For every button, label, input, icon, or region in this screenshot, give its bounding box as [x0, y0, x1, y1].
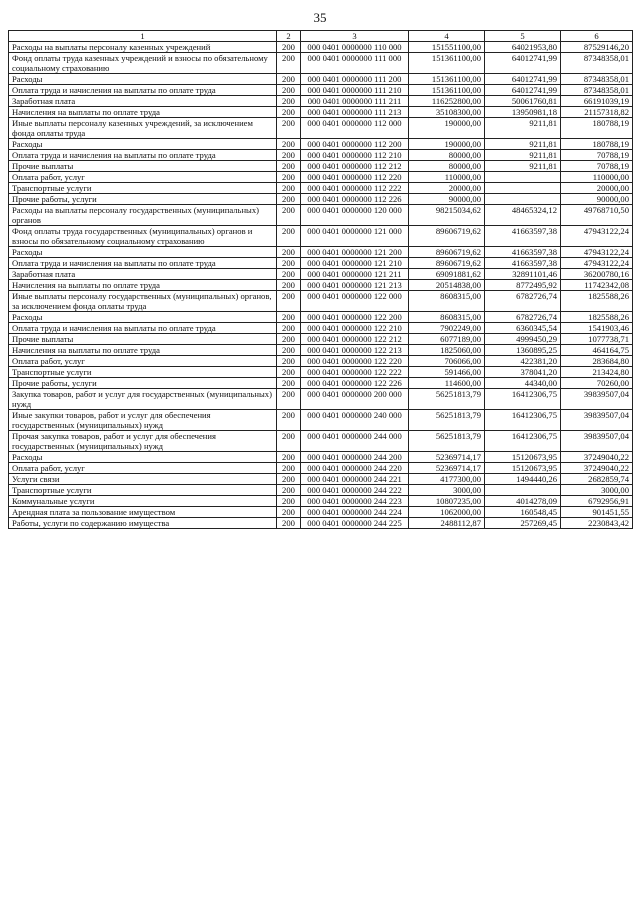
- budget-code-cell: 000 0401 0000000 120 000: [301, 205, 409, 226]
- executed-amount-cell: 1494440,26: [485, 474, 561, 485]
- remaining-amount-cell: 47943122,24: [561, 258, 633, 269]
- table-row: [9, 280, 633, 291]
- row-name-cell: Фонд оплаты труда государственных (муниципальных) органов и взносы по обязательному социальному страхованию: [9, 226, 277, 247]
- budget-code-cell: 000 0401 0000000 121 213: [301, 280, 409, 291]
- budget-code-cell: 000 0401 0000000 122 212: [301, 334, 409, 345]
- row-name-cell: Прочие работы, услуги: [9, 194, 277, 205]
- budget-code-cell: 000 0401 0000000 244 222: [301, 485, 409, 496]
- row-name-cell: Начисления на выплаты по оплате труда: [9, 107, 277, 118]
- budget-code-cell: 000 0401 0000000 244 223: [301, 496, 409, 507]
- approved-amount-cell: 591466,00: [409, 367, 485, 378]
- table-row: [9, 452, 633, 463]
- row-name-cell: Расходы: [9, 139, 277, 150]
- executed-amount-cell: 6360345,54: [485, 323, 561, 334]
- remaining-amount-cell: 70788,19: [561, 150, 633, 161]
- row-name-cell: Расходы: [9, 312, 277, 323]
- executed-amount-cell: 41663597,38: [485, 226, 561, 247]
- budget-code-cell: 000 0401 0000000 111 200: [301, 74, 409, 85]
- approved-amount-cell: 52369714,17: [409, 463, 485, 474]
- header-cell: 2: [277, 31, 301, 42]
- executed-amount-cell: [485, 172, 561, 183]
- row-name-cell: Коммунальные услуги: [9, 496, 277, 507]
- remaining-amount-cell: 49768710,50: [561, 205, 633, 226]
- table-row: [9, 431, 633, 452]
- table-row: [9, 107, 633, 118]
- budget-code-cell: 000 0401 0000000 121 200: [301, 247, 409, 258]
- table-row: [9, 291, 633, 312]
- budget-table-wrapper: [8, 30, 632, 529]
- line-code-cell: 200: [277, 389, 301, 410]
- line-code-cell: 200: [277, 452, 301, 463]
- executed-amount-cell: 6782726,74: [485, 312, 561, 323]
- budget-code-cell: 000 0401 0000000 111 000: [301, 53, 409, 74]
- budget-code-cell: 000 0401 0000000 244 200: [301, 452, 409, 463]
- budget-code-cell: 000 0401 0000000 121 210: [301, 258, 409, 269]
- line-code-cell: 200: [277, 518, 301, 529]
- executed-amount-cell: 9211,81: [485, 118, 561, 139]
- row-name-cell: Оплата труда и начисления на выплаты по оплате труда: [9, 323, 277, 334]
- approved-amount-cell: 151361100,00: [409, 74, 485, 85]
- remaining-amount-cell: 464164,75: [561, 345, 633, 356]
- budget-code-cell: 000 0401 0000000 244 224: [301, 507, 409, 518]
- row-name-cell: Услуги связи: [9, 474, 277, 485]
- table-row: [9, 194, 633, 205]
- remaining-amount-cell: 87348358,01: [561, 85, 633, 96]
- line-code-cell: 200: [277, 496, 301, 507]
- header-cell: 1: [9, 31, 277, 42]
- table-row: [9, 74, 633, 85]
- remaining-amount-cell: 1825588,26: [561, 291, 633, 312]
- executed-amount-cell: 64012741,99: [485, 85, 561, 96]
- remaining-amount-cell: 2682859,74: [561, 474, 633, 485]
- budget-code-cell: 000 0401 0000000 122 210: [301, 323, 409, 334]
- executed-amount-cell: 32891101,46: [485, 269, 561, 280]
- table-row: [9, 139, 633, 150]
- budget-code-cell: 000 0401 0000000 122 222: [301, 367, 409, 378]
- table-row: [9, 334, 633, 345]
- remaining-amount-cell: 70260,00: [561, 378, 633, 389]
- table-row: [9, 485, 633, 496]
- remaining-amount-cell: 283684,80: [561, 356, 633, 367]
- header-cell: 6: [561, 31, 633, 42]
- row-name-cell: Иные выплаты персоналу казенных учреждений, за исключением фонда оплаты труда: [9, 118, 277, 139]
- remaining-amount-cell: 70788,19: [561, 161, 633, 172]
- table-row: [9, 226, 633, 247]
- line-code-cell: 200: [277, 74, 301, 85]
- row-name-cell: Расходы: [9, 74, 277, 85]
- executed-amount-cell: 1360895,25: [485, 345, 561, 356]
- remaining-amount-cell: 36200780,16: [561, 269, 633, 280]
- approved-amount-cell: 20000,00: [409, 183, 485, 194]
- remaining-amount-cell: 110000,00: [561, 172, 633, 183]
- budget-code-cell: 000 0401 0000000 122 000: [301, 291, 409, 312]
- header-cell: 3: [301, 31, 409, 42]
- table-row: [9, 161, 633, 172]
- approved-amount-cell: 110000,00: [409, 172, 485, 183]
- approved-amount-cell: 80000,00: [409, 150, 485, 161]
- remaining-amount-cell: 180788,19: [561, 139, 633, 150]
- line-code-cell: 200: [277, 269, 301, 280]
- executed-amount-cell: 9211,81: [485, 150, 561, 161]
- row-name-cell: Оплата труда и начисления на выплаты по оплате труда: [9, 258, 277, 269]
- page-number: 35: [313, 10, 327, 25]
- budget-code-cell: 000 0401 0000000 122 213: [301, 345, 409, 356]
- row-name-cell: Расходы на выплаты персоналу государственных (муниципальных) органов: [9, 205, 277, 226]
- approved-amount-cell: 114600,00: [409, 378, 485, 389]
- line-code-cell: 200: [277, 485, 301, 496]
- approved-amount-cell: 3000,00: [409, 485, 485, 496]
- row-name-cell: Оплата труда и начисления на выплаты по оплате труда: [9, 150, 277, 161]
- approved-amount-cell: 1825060,00: [409, 345, 485, 356]
- remaining-amount-cell: 37249040,22: [561, 452, 633, 463]
- table-row: [9, 345, 633, 356]
- table-row: [9, 474, 633, 485]
- remaining-amount-cell: 213424,80: [561, 367, 633, 378]
- table-row: [9, 323, 633, 334]
- line-code-cell: 200: [277, 334, 301, 345]
- table-row: [9, 258, 633, 269]
- header-cell: 4: [409, 31, 485, 42]
- budget-code-cell: 000 0401 0000000 112 212: [301, 161, 409, 172]
- header-row: [9, 31, 633, 42]
- remaining-amount-cell: 87348358,01: [561, 53, 633, 74]
- budget-code-cell: 000 0401 0000000 122 220: [301, 356, 409, 367]
- budget-code-cell: 000 0401 0000000 112 220: [301, 172, 409, 183]
- approved-amount-cell: 56251813,79: [409, 431, 485, 452]
- budget-code-cell: 000 0401 0000000 121 211: [301, 269, 409, 280]
- remaining-amount-cell: 90000,00: [561, 194, 633, 205]
- remaining-amount-cell: 1077738,71: [561, 334, 633, 345]
- table-row: [9, 312, 633, 323]
- executed-amount-cell: 9211,81: [485, 161, 561, 172]
- budget-code-cell: 000 0401 0000000 112 226: [301, 194, 409, 205]
- budget-code-cell: 000 0401 0000000 244 225: [301, 518, 409, 529]
- line-code-cell: 200: [277, 161, 301, 172]
- approved-amount-cell: 151551100,00: [409, 42, 485, 53]
- line-code-cell: 200: [277, 378, 301, 389]
- budget-code-cell: 000 0401 0000000 112 222: [301, 183, 409, 194]
- approved-amount-cell: 80000,00: [409, 161, 485, 172]
- approved-amount-cell: 1062000,00: [409, 507, 485, 518]
- row-name-cell: Начисления на выплаты по оплате труда: [9, 345, 277, 356]
- table-row: [9, 42, 633, 53]
- approved-amount-cell: 190000,00: [409, 118, 485, 139]
- line-code-cell: 200: [277, 463, 301, 474]
- remaining-amount-cell: 3000,00: [561, 485, 633, 496]
- executed-amount-cell: [485, 194, 561, 205]
- budget-code-cell: 000 0401 0000000 112 210: [301, 150, 409, 161]
- line-code-cell: 200: [277, 410, 301, 431]
- row-name-cell: Прочие выплаты: [9, 161, 277, 172]
- table-row: [9, 150, 633, 161]
- remaining-amount-cell: 39839507,04: [561, 431, 633, 452]
- approved-amount-cell: 56251813,79: [409, 410, 485, 431]
- line-code-cell: 200: [277, 107, 301, 118]
- table-row: [9, 496, 633, 507]
- row-name-cell: Прочая закупка товаров, работ и услуг для обеспечения государственных (муниципальных) нужд: [9, 431, 277, 452]
- executed-amount-cell: 8772495,92: [485, 280, 561, 291]
- executed-amount-cell: 64012741,99: [485, 53, 561, 74]
- row-name-cell: Расходы на выплаты персоналу казенных учреждений: [9, 42, 277, 53]
- table-row: [9, 378, 633, 389]
- table-row: [9, 85, 633, 96]
- row-name-cell: Оплата работ, услуг: [9, 356, 277, 367]
- budget-code-cell: 000 0401 0000000 244 000: [301, 431, 409, 452]
- budget-code-cell: 000 0401 0000000 200 000: [301, 389, 409, 410]
- table-row: [9, 183, 633, 194]
- budget-table: [8, 30, 633, 529]
- line-code-cell: 200: [277, 139, 301, 150]
- table-row: [9, 53, 633, 74]
- line-code-cell: 200: [277, 226, 301, 247]
- row-name-cell: Начисления на выплаты по оплате труда: [9, 280, 277, 291]
- line-code-cell: 200: [277, 118, 301, 139]
- row-name-cell: Иные закупки товаров, работ и услуг для обеспечения государственных (муниципальных) нужд: [9, 410, 277, 431]
- remaining-amount-cell: 6792956,91: [561, 496, 633, 507]
- budget-code-cell: 000 0401 0000000 122 226: [301, 378, 409, 389]
- line-code-cell: 200: [277, 183, 301, 194]
- line-code-cell: 200: [277, 247, 301, 258]
- remaining-amount-cell: 901451,55: [561, 507, 633, 518]
- remaining-amount-cell: 39839507,04: [561, 389, 633, 410]
- table-row: [9, 172, 633, 183]
- budget-code-cell: 000 0401 0000000 112 200: [301, 139, 409, 150]
- approved-amount-cell: 2488112,87: [409, 518, 485, 529]
- table-row: [9, 356, 633, 367]
- approved-amount-cell: 4177300,00: [409, 474, 485, 485]
- executed-amount-cell: 15120673,95: [485, 452, 561, 463]
- approved-amount-cell: 90000,00: [409, 194, 485, 205]
- executed-amount-cell: 64021953,80: [485, 42, 561, 53]
- executed-amount-cell: 44340,00: [485, 378, 561, 389]
- row-name-cell: Арендная плата за пользование имуществом: [9, 507, 277, 518]
- executed-amount-cell: 50061760,81: [485, 96, 561, 107]
- line-code-cell: 200: [277, 312, 301, 323]
- approved-amount-cell: 89606719,62: [409, 247, 485, 258]
- executed-amount-cell: 160548,45: [485, 507, 561, 518]
- row-name-cell: Оплата работ, услуг: [9, 172, 277, 183]
- line-code-cell: 200: [277, 474, 301, 485]
- table-row: [9, 96, 633, 107]
- remaining-amount-cell: 1541903,46: [561, 323, 633, 334]
- remaining-amount-cell: 37249040,22: [561, 463, 633, 474]
- executed-amount-cell: [485, 183, 561, 194]
- approved-amount-cell: 8608315,00: [409, 291, 485, 312]
- approved-amount-cell: 89606719,62: [409, 226, 485, 247]
- line-code-cell: 200: [277, 85, 301, 96]
- executed-amount-cell: 16412306,75: [485, 389, 561, 410]
- executed-amount-cell: 64012741,99: [485, 74, 561, 85]
- line-code-cell: 200: [277, 258, 301, 269]
- row-name-cell: Транспортные услуги: [9, 183, 277, 194]
- line-code-cell: 200: [277, 345, 301, 356]
- row-name-cell: Оплата труда и начисления на выплаты по оплате труда: [9, 85, 277, 96]
- line-code-cell: 200: [277, 172, 301, 183]
- table-body: [9, 42, 633, 529]
- table-row: [9, 269, 633, 280]
- budget-code-cell: 000 0401 0000000 112 000: [301, 118, 409, 139]
- budget-code-cell: 000 0401 0000000 111 213: [301, 107, 409, 118]
- line-code-cell: 200: [277, 42, 301, 53]
- row-name-cell: Закупка товаров, работ и услуг для государственных (муниципальных) нужд: [9, 389, 277, 410]
- line-code-cell: 200: [277, 53, 301, 74]
- line-code-cell: 200: [277, 367, 301, 378]
- approved-amount-cell: 190000,00: [409, 139, 485, 150]
- table-row: [9, 518, 633, 529]
- executed-amount-cell: 257269,45: [485, 518, 561, 529]
- remaining-amount-cell: 47943122,24: [561, 226, 633, 247]
- executed-amount-cell: 48465324,12: [485, 205, 561, 226]
- remaining-amount-cell: 11742342,08: [561, 280, 633, 291]
- approved-amount-cell: 35108300,00: [409, 107, 485, 118]
- header-cell: 5: [485, 31, 561, 42]
- line-code-cell: 200: [277, 323, 301, 334]
- line-code-cell: 200: [277, 507, 301, 518]
- executed-amount-cell: 378041,20: [485, 367, 561, 378]
- line-code-cell: 200: [277, 356, 301, 367]
- budget-code-cell: 000 0401 0000000 111 210: [301, 85, 409, 96]
- executed-amount-cell: 16412306,75: [485, 410, 561, 431]
- approved-amount-cell: 69091881,62: [409, 269, 485, 280]
- line-code-cell: 200: [277, 291, 301, 312]
- row-name-cell: Прочие выплаты: [9, 334, 277, 345]
- executed-amount-cell: 15120673,95: [485, 463, 561, 474]
- approved-amount-cell: 52369714,17: [409, 452, 485, 463]
- remaining-amount-cell: 87529146,20: [561, 42, 633, 53]
- line-code-cell: 200: [277, 431, 301, 452]
- table-row: [9, 118, 633, 139]
- remaining-amount-cell: 66191039,19: [561, 96, 633, 107]
- table-header: [9, 31, 633, 42]
- remaining-amount-cell: 47943122,24: [561, 247, 633, 258]
- approved-amount-cell: 89606719,62: [409, 258, 485, 269]
- remaining-amount-cell: 20000,00: [561, 183, 633, 194]
- executed-amount-cell: 41663597,38: [485, 247, 561, 258]
- line-code-cell: 200: [277, 150, 301, 161]
- row-name-cell: Оплата работ, услуг: [9, 463, 277, 474]
- remaining-amount-cell: 180788,19: [561, 118, 633, 139]
- executed-amount-cell: 13950981,18: [485, 107, 561, 118]
- executed-amount-cell: 6782726,74: [485, 291, 561, 312]
- line-code-cell: 200: [277, 96, 301, 107]
- row-name-cell: Расходы: [9, 452, 277, 463]
- row-name-cell: Прочие работы, услуги: [9, 378, 277, 389]
- remaining-amount-cell: 1825588,26: [561, 312, 633, 323]
- line-code-cell: 200: [277, 205, 301, 226]
- line-code-cell: 200: [277, 280, 301, 291]
- row-name-cell: Расходы: [9, 247, 277, 258]
- budget-code-cell: 000 0401 0000000 111 211: [301, 96, 409, 107]
- table-row: [9, 205, 633, 226]
- table-row: [9, 247, 633, 258]
- row-name-cell: Транспортные услуги: [9, 485, 277, 496]
- table-row: [9, 410, 633, 431]
- budget-code-cell: 000 0401 0000000 244 221: [301, 474, 409, 485]
- row-name-cell: Работы, услуги по содержанию имущества: [9, 518, 277, 529]
- remaining-amount-cell: 21157318,82: [561, 107, 633, 118]
- table-row: [9, 367, 633, 378]
- remaining-amount-cell: 2230843,42: [561, 518, 633, 529]
- executed-amount-cell: 4014278,09: [485, 496, 561, 507]
- budget-code-cell: 000 0401 0000000 240 000: [301, 410, 409, 431]
- budget-code-cell: 000 0401 0000000 122 200: [301, 312, 409, 323]
- row-name-cell: Транспортные услуги: [9, 367, 277, 378]
- approved-amount-cell: 98215034,62: [409, 205, 485, 226]
- approved-amount-cell: 10807235,00: [409, 496, 485, 507]
- approved-amount-cell: 706066,00: [409, 356, 485, 367]
- approved-amount-cell: 151361100,00: [409, 85, 485, 96]
- executed-amount-cell: [485, 485, 561, 496]
- budget-code-cell: 000 0401 0000000 110 000: [301, 42, 409, 53]
- approved-amount-cell: 8608315,00: [409, 312, 485, 323]
- table-row: [9, 389, 633, 410]
- executed-amount-cell: 16412306,75: [485, 431, 561, 452]
- row-name-cell: Иные выплаты персоналу государственных (муниципальных) органов, за исключением фонда оплаты труда: [9, 291, 277, 312]
- approved-amount-cell: 151361100,00: [409, 53, 485, 74]
- approved-amount-cell: 56251813,79: [409, 389, 485, 410]
- executed-amount-cell: 4999450,29: [485, 334, 561, 345]
- executed-amount-cell: 422381,20: [485, 356, 561, 367]
- line-code-cell: 200: [277, 194, 301, 205]
- remaining-amount-cell: 39839507,04: [561, 410, 633, 431]
- approved-amount-cell: 116252800,00: [409, 96, 485, 107]
- row-name-cell: Заработная плата: [9, 96, 277, 107]
- budget-code-cell: 000 0401 0000000 244 220: [301, 463, 409, 474]
- row-name-cell: Фонд оплаты труда казенных учреждений и взносы по обязательному социальному страхованию: [9, 53, 277, 74]
- approved-amount-cell: 20514838,00: [409, 280, 485, 291]
- row-name-cell: Заработная плата: [9, 269, 277, 280]
- executed-amount-cell: 41663597,38: [485, 258, 561, 269]
- approved-amount-cell: 7902249,00: [409, 323, 485, 334]
- executed-amount-cell: 9211,81: [485, 139, 561, 150]
- approved-amount-cell: 6077189,00: [409, 334, 485, 345]
- table-row: [9, 463, 633, 474]
- table-row: [9, 507, 633, 518]
- remaining-amount-cell: 87348358,01: [561, 74, 633, 85]
- budget-code-cell: 000 0401 0000000 121 000: [301, 226, 409, 247]
